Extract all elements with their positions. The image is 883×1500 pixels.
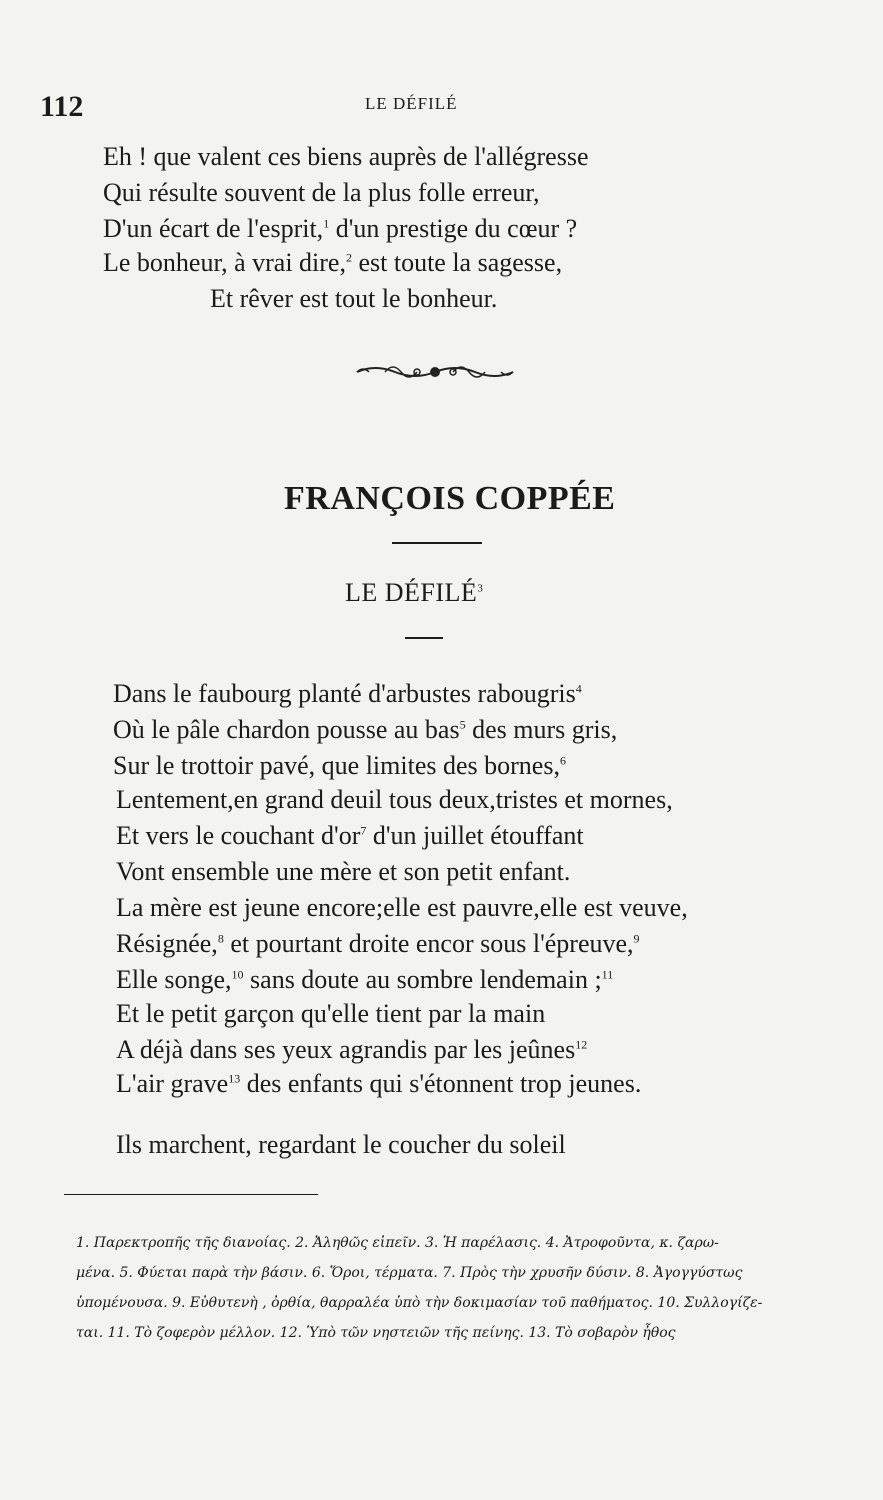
verse-line: Le bonheur, à vrai dire,$^2$ est toute la sagesse, [103, 248, 563, 277]
verse-line: Où le pâle chardon pousse au bas$^5$ des murs gris, [113, 715, 618, 744]
verse-line: La mère est jeune encore;elle est pauvre,elle est veuve, [116, 893, 688, 922]
footnote-line: ὑπομένουσα. 9. Εὐθυτενὴ , ὀρθία, θαρραλέα ὑπὸ τὴν δοκιμασίαν τοῦ παθήματος. 10. Συλλογίζε- [76, 1295, 763, 1311]
verse-line: Sur le trottoir pavé, que limites des bornes,$^6$ [113, 751, 566, 780]
page-number: 112 [40, 90, 84, 123]
verse-line: Elle songe,$^{10}$ sans doute au sombre lendemain ;$^{11}$ [116, 965, 614, 994]
footnote-line: ται. 11. Τὸ ζοφερὸν μέλλον. 12. Ὑπὸ τῶν νηστειῶν τῆς πείνης. 13. Τὸ σοβαρὸν ἦθος [76, 1325, 676, 1341]
verse-line: L'air grave$^{13}$ des enfants qui s'étonnent trop jeunes. [116, 1069, 642, 1098]
footnote-ref: 9 [633, 931, 640, 946]
running-title: LE DÉFILÉ [365, 94, 458, 113]
footnote-ref: 3 [477, 582, 484, 595]
footnote-ref: 12 [575, 1037, 588, 1052]
footnote-ref: 10 [231, 967, 244, 982]
ornament-flourish [355, 352, 515, 392]
title-rule [405, 637, 443, 639]
verse-line: Et vers le couchant $d'or^7$ d'un juillet étouffant [116, 821, 584, 850]
verse-line: Qui résulte souvent de la plus folle erreur, [103, 178, 540, 207]
verse-line: Dans le faubourg planté d'arbustes rabougris$^4$ [113, 679, 582, 708]
verse-line: Eh ! que valent ces biens auprès de l'allégresse [103, 142, 589, 171]
footnote-ref: 2 [345, 250, 352, 265]
footnote-ref: 13 [228, 1071, 241, 1086]
verse-line: Lentement,en grand deuil tous deux,tristes et mornes, [116, 785, 673, 814]
author-heading: FRANÇOIS COPPÉE [284, 480, 616, 517]
footnote-ref: 1 [323, 216, 330, 231]
footnote-ref: 5 [459, 717, 466, 732]
footnote-line: 1. Παρεκτροπῆς τῆς διανοίας. 2. Ἀληθῶς εἰπεῖν. 3. Ἡ παρέλασις. 4. Ἀτροφοῦντα, κ. ζαρω- [76, 1235, 719, 1251]
footnote-ref: 11 [601, 967, 614, 982]
footnote-ref: 7 [360, 823, 367, 838]
verse-line: D'un écart de l'esprit,$^1$ d'un prestige du cœur ? [103, 214, 578, 243]
author-rule [392, 542, 482, 544]
footnotes [76, 1228, 836, 1348]
verse-line: Résignée,$^8$ et pourtant droite encor sous l'épreuve,$^9$ [116, 929, 640, 958]
running-head [40, 84, 840, 124]
verse-line: Vont ensemble une mère et son petit enfant. [116, 857, 571, 886]
footnote-ref: 6 [559, 753, 566, 768]
footnote-ref: 8 [217, 931, 224, 946]
verse-line: A déjà dans ses yeux agrandis par les jeûnes$^{12}$ [116, 1035, 588, 1064]
verse-line: Ils marchent, regardant le coucher du soleil [116, 1130, 566, 1159]
footnote-line: μένα. 5. Φύεται παρὰ τὴν βάσιν. 6. Ὅροι, τέρματα. 7. Πρὸς τὴν χρυσῆν δύσιν. 8. Ἀγογγύστως [76, 1265, 743, 1281]
verse-line: Et rêver est tout le bonheur. [210, 284, 498, 313]
poem-title: LE DÉFILÉ$^3$ [345, 578, 484, 607]
footnote-ref: 4 [575, 681, 582, 696]
verse-line: Et le petit garçon qu'elle tient par la main [116, 999, 546, 1028]
footnote-separator [64, 1194, 318, 1195]
